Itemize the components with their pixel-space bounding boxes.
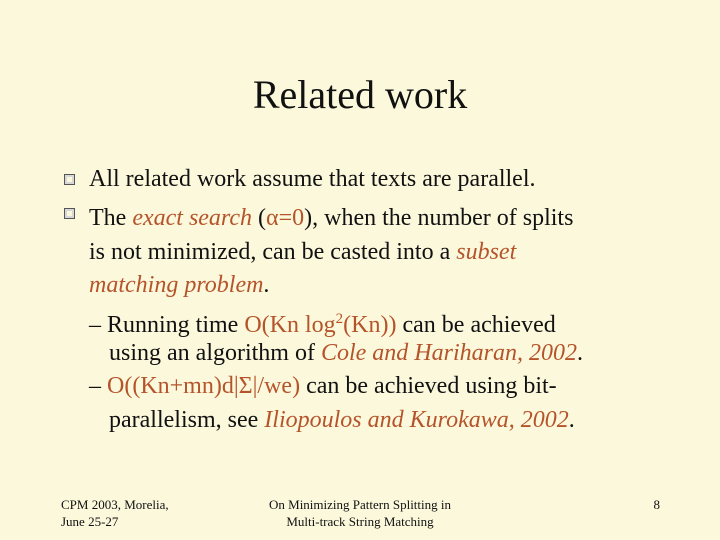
bullet-square-icon: [64, 208, 75, 219]
citation-cole-hariharan: Cole and Hariharan, 2002: [320, 340, 577, 366]
footer-talk-title-line-2: Multi-track String Matching: [286, 514, 434, 529]
footer-conference: [61, 496, 169, 530]
exact-search-term: exact search: [132, 205, 253, 231]
bit-parallel-formula: O((Kn+mn)d|Σ|/we): [107, 373, 301, 399]
text-span: using an algorithm of: [109, 340, 321, 366]
bullet-2-line-2: [89, 235, 516, 269]
footer-conference-line-1: CPM 2003, Morelia,: [61, 497, 169, 512]
bullet-square-icon: [64, 174, 75, 185]
sub-bullet-2-line-1: [89, 369, 557, 403]
text-span: ): [304, 205, 313, 231]
text-span: .: [568, 407, 575, 433]
page-number: 8: [653, 497, 660, 512]
running-time-formula: O(Kn log: [244, 312, 336, 338]
text-span: –: [89, 373, 107, 399]
superscript: 2: [335, 311, 344, 327]
subset-term: subset: [456, 239, 517, 265]
text-span: , when the number of splits: [312, 205, 574, 231]
text-span: – Running time: [89, 312, 245, 338]
text-span: .: [576, 340, 583, 366]
footer-talk-title: [230, 496, 490, 530]
text-span: .: [263, 272, 270, 298]
text-span: parallelism, see: [109, 407, 265, 433]
text-span: The: [89, 205, 133, 231]
bullet-2-line-3: [89, 268, 269, 302]
text-span: can be achieved: [396, 312, 556, 338]
citation-iliopoulos-kurokawa: Iliopoulos and Kurokawa, 2002: [264, 407, 569, 433]
bullet-1-text: All related work assume that texts are parallel.: [89, 166, 536, 192]
text-span: can be achieved using bit-: [300, 373, 557, 399]
slide-title: Related work: [252, 72, 468, 117]
sub-bullet-2-line-2: [109, 403, 575, 437]
footer-conference-line-2: June 25-27: [61, 514, 119, 529]
footer-talk-title-line-1: On Minimizing Pattern Splitting in: [269, 497, 451, 512]
text-span: (: [252, 205, 267, 231]
sub-bullet-1-line-2: [109, 336, 583, 370]
bullet-2-line-1: [89, 201, 573, 235]
alpha-formula: α=0: [266, 205, 305, 231]
running-time-formula-end: (Kn)): [343, 312, 397, 338]
text-span: is not minimized, can be casted into a: [89, 239, 457, 265]
matching-problem-term: matching problem: [89, 272, 264, 298]
